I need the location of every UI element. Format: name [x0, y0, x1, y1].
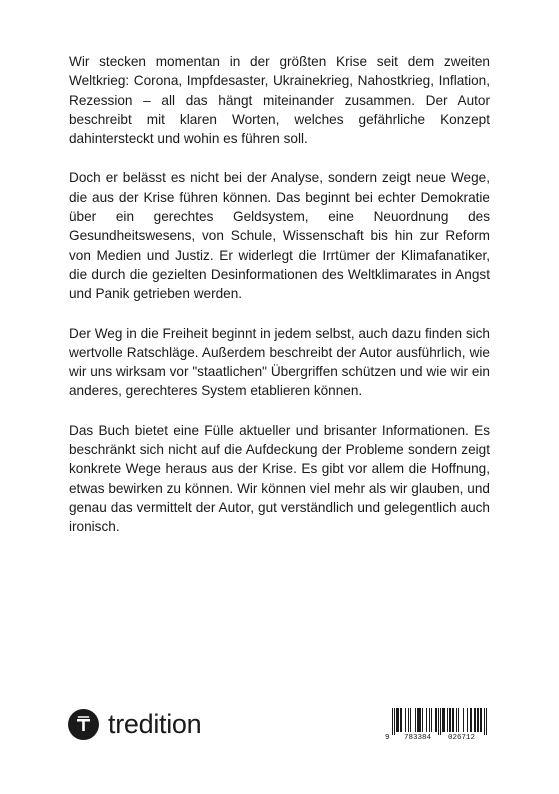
- barcode-bar: [419, 708, 420, 732]
- barcode-bar: [394, 708, 395, 735]
- barcode-bar: [396, 708, 397, 732]
- barcode-bar: [484, 708, 485, 735]
- barcode-bar: [475, 708, 476, 732]
- isbn-digits: [385, 734, 491, 744]
- tredition-logo-icon: [68, 709, 99, 740]
- barcode-bar: [415, 708, 416, 732]
- barcode-bar: [453, 708, 454, 732]
- barcode-bar: [481, 708, 482, 732]
- barcode-bar: [450, 708, 451, 732]
- barcode-bar: [420, 708, 421, 732]
- barcode-bar: [426, 708, 427, 732]
- isbn-left-group: 783384: [404, 734, 432, 742]
- isbn-right-group: 026712: [448, 734, 476, 742]
- barcode-bar: [438, 708, 439, 735]
- barcode-bar: [435, 708, 436, 732]
- barcode-bar: [452, 708, 453, 732]
- barcode-bar: [443, 708, 444, 732]
- barcode-bar: [458, 708, 459, 732]
- barcode-bar: [449, 708, 450, 732]
- isbn-first-digit: 9: [385, 734, 390, 742]
- barcode-bar: [463, 708, 464, 732]
- barcode-bar: [392, 708, 393, 735]
- blurb-paragraph-3: Der Weg in die Freiheit beginnt in jedem selbst, auch dazu finden sich wertvolle Ratschläge. Außerdem beschreibt der Autor ausführlich, wie wir uns wirksam vor "staatlichen" Übergriffen schützen und wie wir ein anderes, gerechteres System etablieren können.: [69, 325, 490, 399]
- barcode-bar: [447, 708, 448, 732]
- barcode-bar: [398, 708, 399, 732]
- barcode-bar: [431, 708, 432, 732]
- barcode-bar: [486, 708, 487, 735]
- barcode-bar: [444, 708, 445, 732]
- barcode-bar: [436, 708, 437, 732]
- blurb-paragraph-4: Das Buch bietet eine Fülle aktueller und brisanter Informationen. Es beschränkt sich nicht auf die Aufdeckung der Probleme sondern zeigt konkrete Wege heraus aus der Krise. Es gibt vor allem die Hoffnung, etwas bewirken zu können. Wir können viel mehr als wir glauben, und genau das vermittelt der Autor, gut verständlich und gelegentlich auch ironisch.: [69, 422, 490, 535]
- barcode-bar: [471, 708, 472, 732]
- isbn-barcode: [385, 707, 491, 742]
- barcode-bar: [397, 708, 398, 732]
- barcode-bar: [408, 708, 409, 732]
- barcode-bar: [474, 708, 475, 732]
- barcode-bar: [422, 708, 423, 732]
- barcode-bar: [456, 708, 457, 732]
- publisher-logo: [68, 706, 201, 742]
- barcode-bar: [410, 708, 411, 732]
- publisher-name: tredition: [108, 708, 202, 739]
- blurb-paragraph-1: Wir stecken momentan in der größten Krise seit dem zweiten Weltkrieg: Corona, Impfdesaster, Ukrainekrieg, Nahostkrieg, Inflation, Rezession – all das hängt miteinander zusammen. Der Autor beschreibt mit klaren Worten, welches gefährliche Konzept dahintersteckt und wohin es führen soll.: [69, 54, 490, 147]
- barcode-bar: [429, 708, 430, 732]
- barcode-bar: [477, 708, 478, 732]
- barcode-bar: [440, 708, 441, 735]
- barcode-bar: [400, 708, 401, 732]
- back-cover-text: [69, 52, 490, 557]
- barcode-bar: [480, 708, 481, 732]
- blurb-paragraph-2: Doch er belässt es nicht bei der Analyse, sondern zeigt neue Wege, die aus der Krise führen können. Das beginnt bei echter Demokratie über ein gerechtes Geldsystem, eine Neuordnung des Gesundheitswesens, von Schule, Wissenschaft bis hin zur Reform von Medien und Justiz. Er widerlegt die Irrtümer der Klimafanatiker, die durch die gezielten Desinformationen des Weltklimarates in Angst und Panik getrieben werden.: [69, 170, 490, 302]
- barcode-bar: [405, 708, 406, 732]
- barcode-bar: [467, 708, 468, 732]
- barcode-bar: [417, 708, 418, 732]
- barcode-bar: [401, 708, 402, 732]
- barcode-bar: [478, 708, 479, 732]
- barcode-bar: [442, 708, 443, 732]
- barcode-bar: [470, 708, 471, 732]
- barcode-bar: [418, 708, 419, 732]
